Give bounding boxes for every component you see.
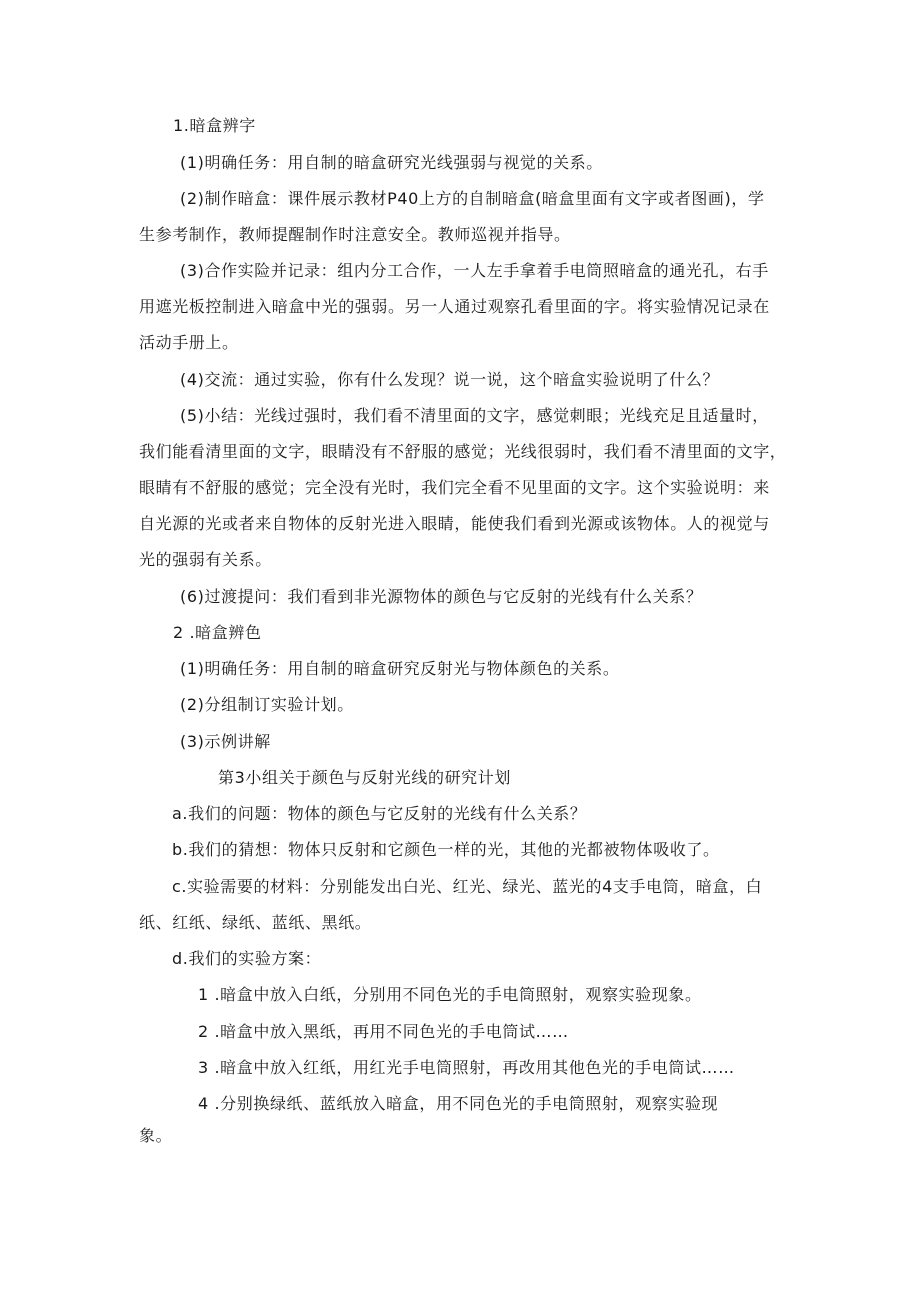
paragraph-line: (3)合作实险并记录：组内分工合作，一人左手拿着手电筒照暗盒的通光孔，右手 [180,261,769,280]
paragraph-line: 我们能看清里面的文字，眼睛没有不舒服的感觉；光线很弱时，我们看不清里面的文字， [139,442,787,461]
paragraph-line: (1)明确任务：用自制的暗盒研究反射光与物体颜色的关系。 [180,659,620,678]
paragraph-line: 光的强弱有关系。 [139,550,272,569]
list-item: 3 .暗盒中放入红纸，用红光手电筒照射，再改用其他色光的手电筒试…… [198,1058,735,1077]
paragraph-line: d.我们的实验方案： [172,949,322,968]
paragraph-line: b.我们的猜想：物体只反射和它颜色一样的光，其他的光都被物体吸收了。 [172,840,720,859]
section-heading-2: 2 .暗盒辨色 [173,623,262,642]
paragraph-line: (6)过渡提问：我们看到非光源物体的颜色与它反射的光线有什么关系？ [180,587,703,606]
paragraph-line: (3)示例讲解 [180,732,271,751]
list-item: 1 .暗盒中放入白纸，分别用不同色光的手电筒照射，观察实验现象。 [198,985,702,1004]
paragraph-line: 自光源的光或者来自物体的反射光进入眼睛，能使我们看到光源或该物体。人的视觉与 [139,514,770,533]
paragraph-line: 活动手册上。 [139,333,239,352]
paragraph-line: c.实验需要的材料：分别能发出白光、红光、绿光、蓝光的4支手电筒，暗盒，白 [172,877,763,896]
paragraph-line: a.我们的问题：物体的颜色与它反射的光线有什么关系？ [172,804,587,823]
paragraph-line: 生参考制作，教师提醒制作时注意安全。教师巡视并指导。 [139,225,571,244]
paragraph-line: (1)明确任务：用自制的暗盒研究光线强弱与视觉的关系。 [180,153,603,172]
list-item: 4 .分别换绿纸、蓝纸放入暗盒，用不同色光的手电筒照射，观察实验现 [198,1094,719,1113]
paragraph-line: (2)制作暗盒：课件展示教材P40上方的自制暗盒(暗盒里面有文字或者图画)，学 [180,189,765,208]
paragraph-line: 纸、红纸、绿纸、蓝纸、黑纸。 [139,913,372,932]
list-item: 2 .暗盒中放入黑纸，再用不同色光的手电筒试…… [198,1022,569,1041]
plan-title: 第3小组关于颜色与反射光线的研究计划 [218,768,511,787]
paragraph-line: 象。 [139,1126,173,1145]
paragraph-line: 眼睛有不舒服的感觉；完全没有光时，我们完全看不见里面的文字。这个实验说明：来 [139,478,770,497]
paragraph-line: 用遮光板控制进入暗盒中光的强弱。另一人通过观察孔看里面的字。将实验情况记录在 [139,297,770,316]
section-heading-1: 1.暗盒辨字 [173,116,256,135]
paragraph-line: (5)小结：光线过强时，我们看不清里面的文字，感觉刺眼；光线充足且适量时， [180,406,769,425]
paragraph-line: (4)交流：通过实验，你有什么发现？说一说，这个暗盒实验说明了什么？ [180,370,720,389]
paragraph-line: (2)分组制订实验计划。 [180,695,354,714]
